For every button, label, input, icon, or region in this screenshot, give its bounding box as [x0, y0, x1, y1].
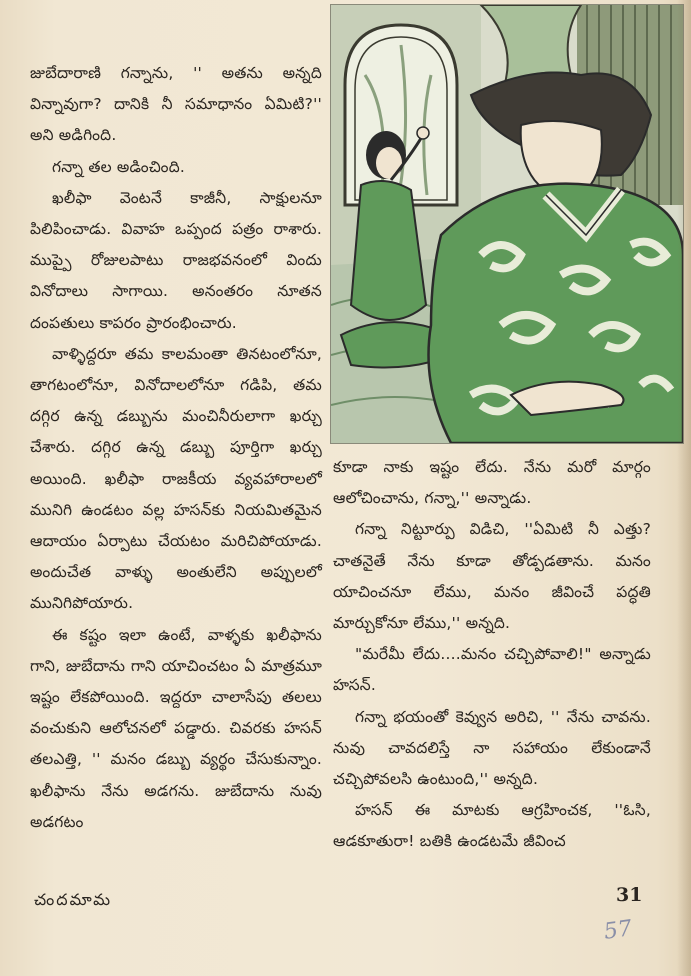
paragraph: కూడా నాకు ఇష్టం లేదు. నేను మరో మార్గం ఆలోచించాను, గన్నా,'' అన్నాడు.: [333, 458, 651, 508]
page-fold-shadow: [677, 0, 691, 976]
story-illustration: [330, 4, 684, 444]
handwritten-mark: 57: [602, 916, 634, 945]
paragraph: ఖలీఫా వెంటనే కాజీనీ, సాక్షులనూ పిలిపించాడు. వివాహ ఒప్పంద పత్రం రాశారు. ముప్పై రోజులపాటు రాజభవనంలో విందు వినోదాలు సాగాయి. అనంతరం నూతన దంపతులు కాపరం ప్రారంభించారు.: [30, 188, 322, 332]
page-number: 31: [616, 884, 643, 906]
right-text-column: [333, 452, 651, 858]
paragraph: వాళ్ళిద్దరూ తమ కాలమంతా తినటంలోనూ, తాగటంలోనూ, వినోదాలలోనూ గడిపి, తమ దగ్గిర ఉన్న డబ్బును మంచినీరులాగా ఖర్చు చేశారు. దగ్గిర ఉన్న డబ్బు పూర్తిగా ఖర్చు అయింది. ఖలీఫా రాజకీయ వ్యవహారాలలో మునిగి ఉండటం వల్ల హసన్‌కు నియమితమైన ఆదాయం ఏర్పాటు చేయటం మరిచిపోయాడు. అందుచేత వాళ్ళు అంతులేని అప్పులలో మునిగిపోయారు.: [30, 344, 322, 613]
paragraph: "మరేమీ లేదు....మనం చచ్చిపోవాలి!" అన్నాడు హసన్.: [333, 645, 651, 695]
paragraph: గన్నా తల అడించింది.: [52, 157, 186, 176]
illustration-icon: [331, 5, 683, 443]
paragraph: హసన్ ఈ మాటకు ఆగ్రహించక, ''ఓసి, ఆడకూతురా! బతికి ఉండటమే జీవించ: [333, 801, 651, 851]
magazine-name: చందమామ: [34, 890, 113, 909]
left-text-column: [30, 58, 322, 838]
paragraph: గన్నా నిట్టూర్పు విడిచి, ''ఏమిటి నీ ఎత్తు? చాతనైతే నేను కూడా తోడ్పడతాను. మనం యాచించనూ లేము, మనం జీవించే పద్ధతి మార్చుకోనూ లేము,'' అన్నది.: [333, 520, 651, 633]
paragraph: జుబేదారాణి గన్నాను, '' అతను అన్నది విన్నావుగా? దానికి నీ సమాధానం ఏమిటి?'' అని అడిగింది.: [30, 64, 322, 145]
paragraph: ఈ కష్టం ఇలా ఉంటే, వాళ్ళకు ఖలీఫాను గాని, జుబేదాను గాని యాచించటం ఏ మాత్రమూ ఇష్టం లేకపోయింది. ఇద్దరూ చాలాసేపు తలలు వంచుకుని ఆలోచనలో పడ్డారు. చివరకు హసన్ తలఎత్తి, '' మనం డబ్బు వ్యర్థం చేసుకున్నాం. ఖలీఫాను నేను అడగను. జుబేదాను నువు అడగటం: [30, 625, 322, 831]
paragraph: గన్నా భయంతో కెవ్వున అరిచి, '' నేను చావను. నువు చావదలిస్తే నా సహాయం లేకుండానే చచ్చిపోవలసి ఉంటుంది,'' అన్నది.: [333, 707, 651, 789]
